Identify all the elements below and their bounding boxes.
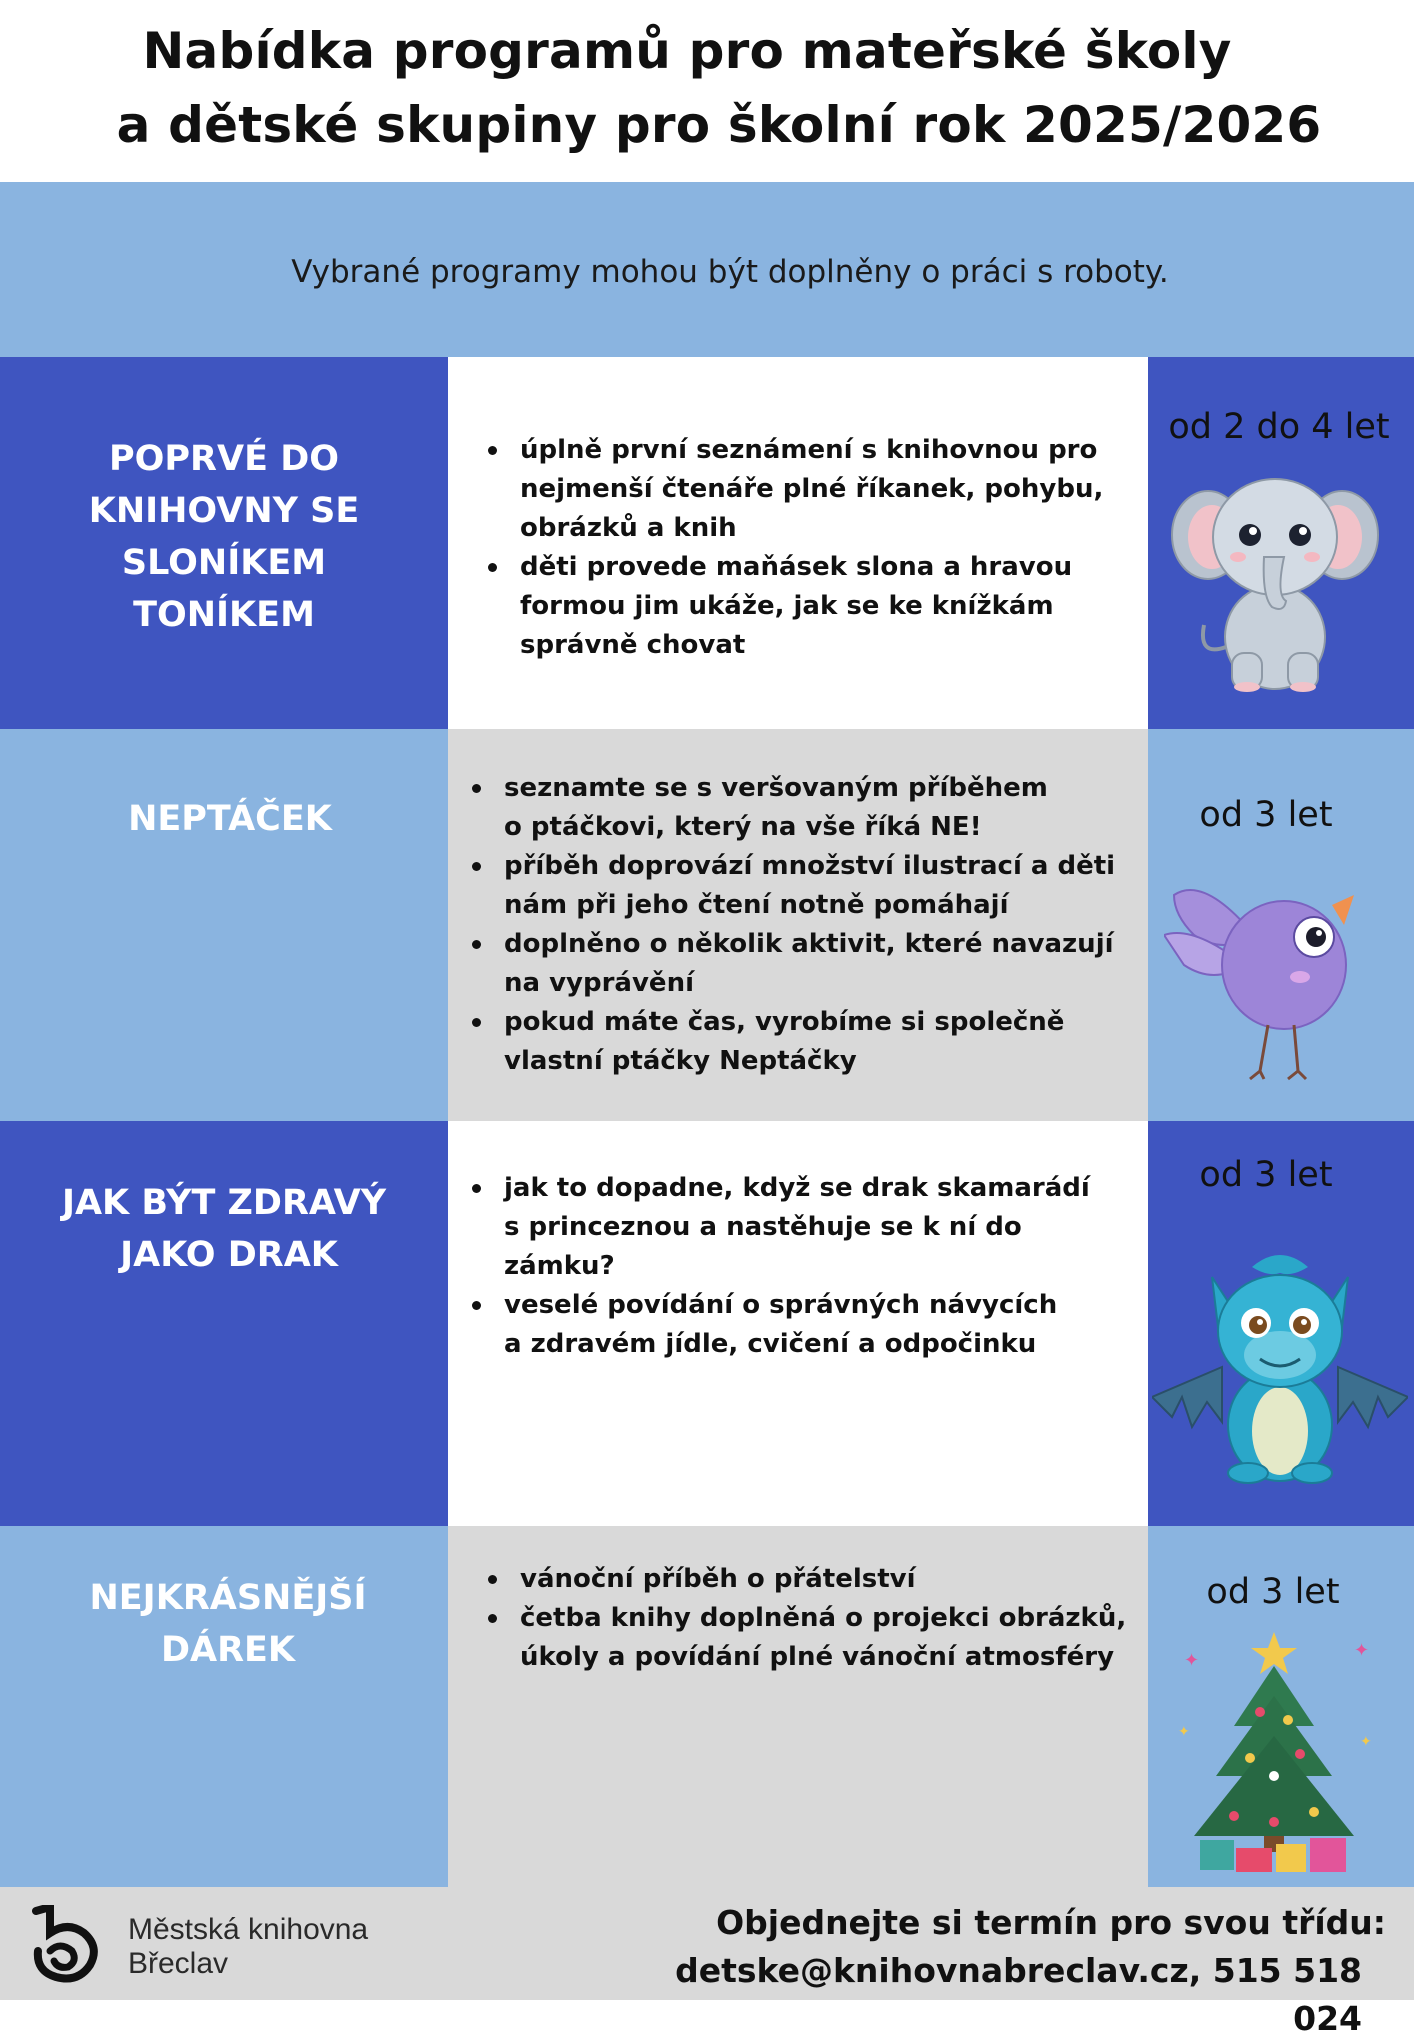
bullet-line: úplně první seznámení s knihovnou pro: [520, 435, 1098, 465]
age-label: od 2 do 4 let: [1168, 407, 1390, 447]
contact-info[interactable]: detske@knihovnabreclav.cz, 515 518 024: [675, 1951, 1362, 2038]
program-name: [4, 1572, 452, 1676]
program-name-line: JAK BÝT ZDRAVÝ: [61, 1183, 387, 1223]
program-name-line: POPRVÉ DO: [109, 439, 339, 479]
bullet-line: vánoční příběh o přátelství: [520, 1564, 916, 1594]
bird-icon: [1164, 865, 1370, 1081]
program-age-cell: [1148, 1526, 1414, 1887]
program-bullets: [472, 769, 1115, 1081]
program-name-line: TONÍKEM: [133, 595, 315, 635]
bullet-line: doplněno o několik aktivit, které navazují: [504, 929, 1114, 959]
bullet-line: formou jim ukáže, jak se ke knížkám: [520, 591, 1054, 621]
program-row: [0, 729, 1414, 1121]
bullet-line: veselé povídání o správných návycích: [504, 1290, 1058, 1320]
bullet-line: obrázků a knih: [520, 513, 737, 543]
bullet-item: [472, 847, 1115, 925]
bullet-item: [472, 925, 1115, 1003]
bullet-line: seznamte se s veršovaným příběhem: [504, 773, 1048, 803]
bullet-line: úkoly a povídání plné vánoční atmosféry: [520, 1642, 1115, 1672]
program-name: [0, 1177, 450, 1281]
program-age-cell: [1148, 729, 1414, 1121]
program-row: [0, 357, 1414, 729]
program-description-cell: [448, 1121, 1148, 1526]
program-row: [0, 1526, 1414, 1887]
program-name-cell: [0, 1121, 448, 1526]
program-name-line: SLONÍKEM: [121, 543, 327, 583]
dragon-icon: [1152, 1247, 1408, 1487]
bullet-line: četba knihy doplněná o projekci obrázků,: [520, 1603, 1127, 1633]
program-name-line: NEPTÁČEK: [128, 799, 332, 839]
bullet-item: [488, 548, 1103, 665]
bullet-line: příběh doprovází množství ilustrací a děti: [504, 851, 1116, 881]
bullet-line: jak to dopadne, když se drak skamarádí: [504, 1173, 1090, 1203]
program-name-cell: [0, 1526, 448, 1887]
program-name-line: JAKO DRAK: [120, 1235, 338, 1275]
footer: [0, 1887, 1414, 2038]
svg-text:✦: ✦: [1360, 1734, 1372, 1750]
library-name-line: Břeclav: [128, 1947, 229, 1980]
bullet-line: zámku?: [504, 1251, 615, 1281]
bullet-line: a zdravém jídle, cvičení a odpočinku: [504, 1329, 1037, 1359]
page-title-line-2: a dětské skupiny pro školní rok 2025/2026: [116, 96, 1322, 154]
program-name-line: DÁREK: [160, 1630, 296, 1670]
svg-text:✦: ✦: [1184, 1650, 1200, 1671]
svg-text:✦: ✦: [1178, 1724, 1190, 1740]
bullet-line: na vyprávění: [504, 968, 694, 998]
elephant-icon: [1168, 457, 1382, 697]
library-logo-icon: [28, 1905, 100, 1983]
library-name-line: Městská knihovna: [128, 1913, 369, 1946]
bullet-line: s princeznou a nastěhuje se k ní do: [504, 1212, 1022, 1242]
bullet-line: nám při jeho čtení notně pomáhají: [504, 890, 1009, 920]
order-text: Objednejte si termín pro svou třídu:: [716, 1903, 1386, 1942]
bullet-line: správně chovat: [520, 630, 746, 660]
age-label: od 3 let: [1206, 1572, 1340, 1612]
program-bullets: [488, 1560, 1126, 1677]
program-age-cell: [1148, 1121, 1414, 1526]
bullet-item: [472, 1169, 1090, 1286]
bullet-item: [488, 1560, 1126, 1599]
program-name-cell: [0, 357, 448, 729]
program-description-cell: [448, 1526, 1148, 1887]
bullet-line: vlastní ptáčky Neptáčky: [504, 1046, 857, 1076]
program-name-line: NEJKRÁSNĚJŠÍ: [89, 1578, 367, 1618]
age-label: od 3 let: [1199, 795, 1333, 835]
program-bullets: [488, 431, 1103, 665]
bullet-line: o ptáčkovi, který na vše říká NE!: [504, 812, 982, 842]
bullet-item: [472, 1286, 1090, 1364]
program-name-cell: [0, 729, 448, 1121]
program-name-line: KNIHOVNY SE: [88, 491, 360, 531]
order-info: [626, 1899, 1386, 2043]
program-name: [0, 433, 448, 641]
bullet-item: [472, 769, 1115, 847]
svg-text:✦: ✦: [1354, 1640, 1370, 1661]
bullet-item: [488, 1599, 1126, 1677]
bullet-line: nejmenší čtenáře plné říkanek, pohybu,: [520, 474, 1104, 504]
bullet-item: [472, 1003, 1115, 1081]
christmas-tree-icon: [1164, 1626, 1384, 1876]
program-description-cell: [448, 729, 1148, 1121]
bullet-line: děti provede maňásek slona a hravou: [520, 552, 1073, 582]
bullet-item: [488, 431, 1103, 548]
program-description-cell: [448, 357, 1148, 729]
library-name: [128, 1913, 368, 1981]
age-label: od 3 let: [1199, 1155, 1333, 1195]
program-row: [0, 1121, 1414, 1526]
program-name: [6, 793, 454, 845]
page-title-line-1: Nabídka programů pro mateřské školy: [142, 22, 1232, 80]
intro-text: Vybrané programy mohou být doplněny o práci s roboty.: [291, 254, 1169, 290]
program-bullets: [472, 1169, 1090, 1364]
bullet-line: pokud máte čas, vyrobíme si společně: [504, 1007, 1065, 1037]
program-age-cell: [1148, 357, 1414, 729]
page-header: [0, 0, 1414, 182]
